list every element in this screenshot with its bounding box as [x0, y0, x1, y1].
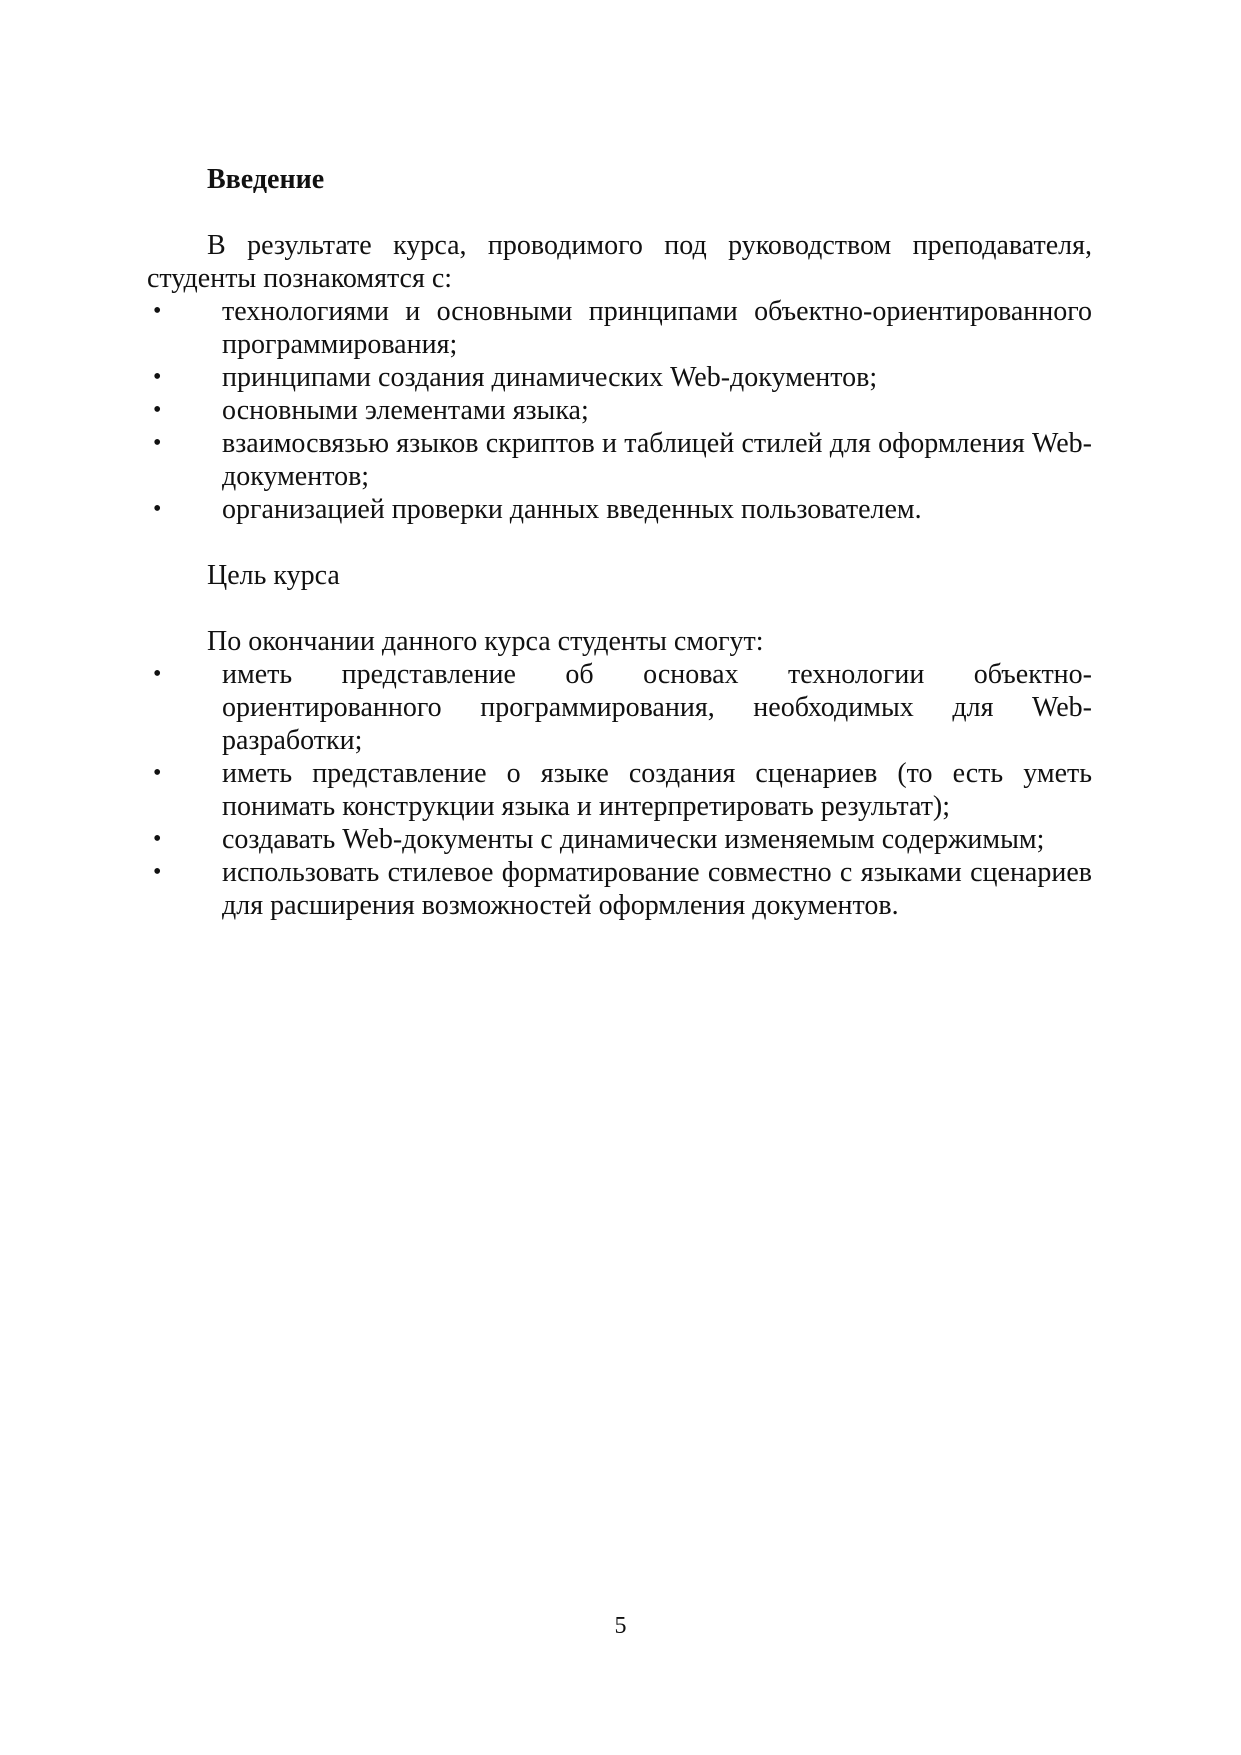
goal-title: Цель курса — [207, 560, 340, 591]
bullet-icon: • — [153, 364, 162, 390]
bullet-icon: • — [153, 496, 162, 522]
list-item — [147, 823, 1092, 856]
list-item-text: иметь представление о языке создания сценариев (то есть уметь понимать конструкции языка и интерпретировать результат); — [222, 758, 1092, 822]
section-heading: Введение — [207, 164, 325, 195]
list-item-text: иметь представление об основах технологии объектно-ориентированного программирования, необходимых для Web-разработки; — [222, 659, 1092, 756]
bullet-icon: • — [153, 397, 162, 423]
bullet-icon: • — [153, 760, 162, 786]
list-item — [147, 361, 1092, 394]
bullet-icon: • — [153, 430, 162, 456]
list-item — [147, 394, 1092, 427]
list-item — [147, 493, 1092, 526]
list-item — [147, 658, 1092, 757]
list-item-text: взаимосвязью языков скриптов и таблицей стилей для оформления Web-документов; — [222, 428, 1092, 492]
spacer — [147, 526, 1092, 559]
list-item — [147, 856, 1092, 922]
bullet-icon: • — [153, 298, 162, 324]
bullet-icon: • — [153, 859, 162, 885]
bullet-icon: • — [153, 826, 162, 852]
list-item — [147, 295, 1092, 361]
list-item — [147, 427, 1092, 493]
intro-paragraph: В результате курса, проводимого под руководством преподавателя, студенты познакомятся с: — [147, 230, 1092, 294]
list-item-text: организацией проверки данных введенных пользователем. — [222, 494, 922, 525]
goal-list — [147, 658, 1092, 922]
intro-list — [147, 295, 1092, 526]
list-item — [147, 757, 1092, 823]
list-item-text: технологиями и основными принципами объектно-ориентированного программирования; — [222, 296, 1092, 360]
page-content — [147, 163, 1092, 922]
spacer — [147, 592, 1092, 625]
list-item-text: основными элементами языка; — [222, 395, 589, 426]
spacer — [147, 196, 1092, 229]
page-number: 5 — [614, 1613, 627, 1639]
list-item-text: использовать стилевое форматирование совместно с языками сценариев для расширения возможностей оформления документов. — [222, 857, 1092, 921]
list-item-text: принципами создания динамических Web-документов; — [222, 362, 878, 393]
list-item-text: создавать Web-документы с динамически изменяемым содержимым; — [222, 824, 1045, 855]
bullet-icon: • — [153, 661, 162, 687]
goal-intro-paragraph: По окончании данного курса студенты смогут: — [207, 626, 764, 657]
